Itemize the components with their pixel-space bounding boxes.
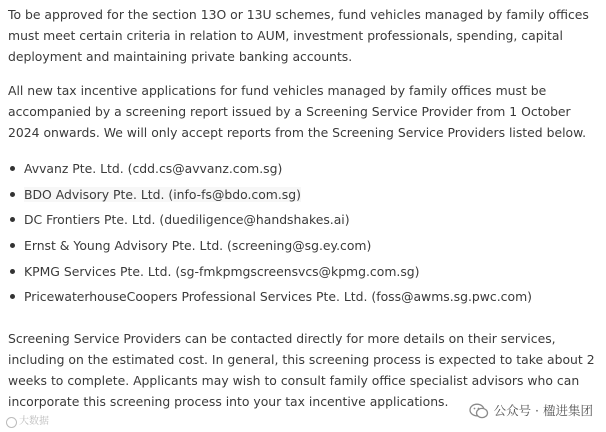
- bullet-icon: [10, 166, 15, 171]
- bullet-icon: [10, 269, 15, 274]
- provider-text: Avvanz Pte. Ltd. (cdd.cs@avvanz.com.sg): [24, 161, 283, 176]
- wechat-icon: [469, 403, 489, 419]
- provider-text: DC Frontiers Pte. Ltd. (duediligence@handshakes.ai): [24, 212, 350, 228]
- bullet-icon: [10, 294, 15, 299]
- provider-list: [8, 158, 602, 307]
- paragraph-criteria: To be approved for the section 13O or 13U schemes, fund vehicles managed by family offices must meet certain criteria in relation to AUM, investment professionals, spending, capital deployment and maintaining private banking accounts.: [8, 7, 589, 64]
- bullet-icon: [10, 192, 15, 197]
- footer-text: 大数据: [19, 416, 49, 427]
- paragraph-contact: Screening Service Providers can be contacted directly for more details on their services, including on the estimated cost. In general, this screening process is expected to take about 2 weeks to complete. Applicants may wish to consult family office specialist advisors who can incorporate this screening process into your tax incentive applications.: [8, 331, 595, 410]
- list-item: [8, 286, 602, 307]
- wechat-watermark: [466, 402, 596, 420]
- list-item: [8, 184, 602, 205]
- watermark-text: 公众号 · 楹进集团: [493, 403, 593, 418]
- list-item: [8, 235, 602, 256]
- circle-icon: [6, 417, 17, 428]
- provider-text: PricewaterhouseCoopers Professional Services Pte. Ltd. (foss@awms.sg.pwc.com): [24, 289, 532, 305]
- provider-text: Ernst & Young Advisory Pte. Ltd. (screening@sg.ey.com): [24, 238, 372, 254]
- list-item: [8, 209, 602, 230]
- bullet-icon: [10, 243, 15, 248]
- list-item: [8, 261, 602, 282]
- paragraph-applications: All new tax incentive applications for fund vehicles managed by family offices must be accompanied by a screening report issued by a Screening Service Provider from 1 October 2024 onwards. We will only accept reports from the Screening Service Providers listed below.: [8, 83, 587, 140]
- provider-text: KPMG Services Pte. Ltd. (sg-fmkpmgscreensvcs@kpmg.com.sg): [24, 263, 420, 279]
- list-item: [8, 158, 602, 179]
- footer-watermark: [6, 415, 49, 429]
- document-body: [8, 4, 602, 412]
- provider-text: BDO Advisory Pte. Ltd. (info-fs@bdo.com.sg): [24, 186, 301, 202]
- bullet-icon: [10, 217, 15, 222]
